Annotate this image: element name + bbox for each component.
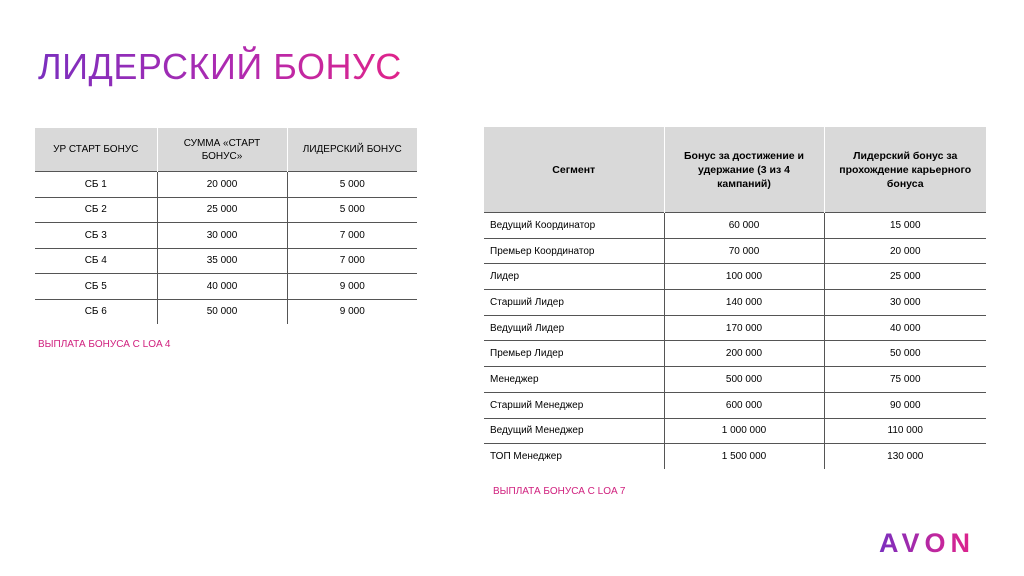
table-cell: 20 000 (824, 238, 986, 264)
header-leader-bonus: ЛИДЕРСКИЙ БОНУС (287, 128, 417, 172)
avon-logo: AVON (879, 528, 976, 558)
start-bonus-table (35, 128, 417, 324)
table-cell: 5 000 (287, 197, 417, 223)
table-cell: 500 000 (664, 367, 824, 393)
table-cell: 30 000 (824, 290, 986, 316)
table-cell: ТОП Менеджер (484, 444, 664, 469)
table-row (35, 172, 417, 198)
header-start-bonus-level: УР СТАРТ БОНУС (35, 128, 157, 172)
table-row (484, 213, 986, 239)
table-row (484, 290, 986, 316)
table-cell: 7 000 (287, 223, 417, 249)
table-cell: 30 000 (157, 223, 287, 249)
table-row (35, 223, 417, 249)
page-title: ЛИДЕРСКИЙ БОНУС (38, 46, 402, 87)
table-cell: 1 500 000 (664, 444, 824, 469)
table-cell: СБ 1 (35, 172, 157, 198)
table-cell: 35 000 (157, 248, 287, 274)
table-row (484, 444, 986, 469)
table-cell: 7 000 (287, 248, 417, 274)
table-row (35, 197, 417, 223)
table-header-row (484, 127, 986, 213)
table-cell: 40 000 (157, 274, 287, 300)
table-row (484, 392, 986, 418)
table-cell: СБ 6 (35, 299, 157, 324)
table-cell: 5 000 (287, 172, 417, 198)
header-achievement-bonus: Бонус за достижение и удержание (3 из 4 кампаний) (664, 127, 824, 213)
table-cell: 25 000 (824, 264, 986, 290)
table-row (35, 248, 417, 274)
table-cell: 60 000 (664, 213, 824, 239)
table-cell: 90 000 (824, 392, 986, 418)
payout-note-left: ВЫПЛАТА БОНУСА С LOA 4 (38, 339, 171, 350)
table-cell: 100 000 (664, 264, 824, 290)
table-cell: СБ 3 (35, 223, 157, 249)
table-cell: 70 000 (664, 238, 824, 264)
table-row (35, 299, 417, 324)
table-row (484, 418, 986, 444)
table-cell: 200 000 (664, 341, 824, 367)
table-cell: 15 000 (824, 213, 986, 239)
table-cell: 20 000 (157, 172, 287, 198)
table-cell: Старший Менеджер (484, 392, 664, 418)
table-cell: 50 000 (824, 341, 986, 367)
table-row (484, 367, 986, 393)
table-cell: 130 000 (824, 444, 986, 469)
table-row (484, 315, 986, 341)
segment-bonus-table (484, 127, 986, 469)
header-career-leader-bonus: Лидерский бонус за прохождение карьерного бонуса (824, 127, 986, 213)
header-segment: Сегмент (484, 127, 664, 213)
table-cell: Ведущий Координатор (484, 213, 664, 239)
table-cell: Ведущий Менеджер (484, 418, 664, 444)
table-cell: 1 000 000 (664, 418, 824, 444)
table-cell: Премьер Координатор (484, 238, 664, 264)
header-start-bonus-amount: СУММА «СТАРТ БОНУС» (157, 128, 287, 172)
table-cell: 9 000 (287, 274, 417, 300)
table-cell: Старший Лидер (484, 290, 664, 316)
table-cell: 110 000 (824, 418, 986, 444)
table-cell: 25 000 (157, 197, 287, 223)
table-row (484, 238, 986, 264)
table-cell: 600 000 (664, 392, 824, 418)
payout-note-right: ВЫПЛАТА БОНУСА С LOA 7 (493, 486, 626, 497)
table-cell: СБ 2 (35, 197, 157, 223)
table-cell: 50 000 (157, 299, 287, 324)
table-cell: Лидер (484, 264, 664, 290)
table-cell: Менеджер (484, 367, 664, 393)
table-row (35, 274, 417, 300)
table-cell: 9 000 (287, 299, 417, 324)
table-cell: Премьер Лидер (484, 341, 664, 367)
table-cell: СБ 4 (35, 248, 157, 274)
table-row (484, 264, 986, 290)
table-row (484, 341, 986, 367)
table-cell: СБ 5 (35, 274, 157, 300)
table-cell: 140 000 (664, 290, 824, 316)
table-cell: 75 000 (824, 367, 986, 393)
table-cell: Ведущий Лидер (484, 315, 664, 341)
table-cell: 170 000 (664, 315, 824, 341)
table-cell: 40 000 (824, 315, 986, 341)
table-header-row (35, 128, 417, 172)
